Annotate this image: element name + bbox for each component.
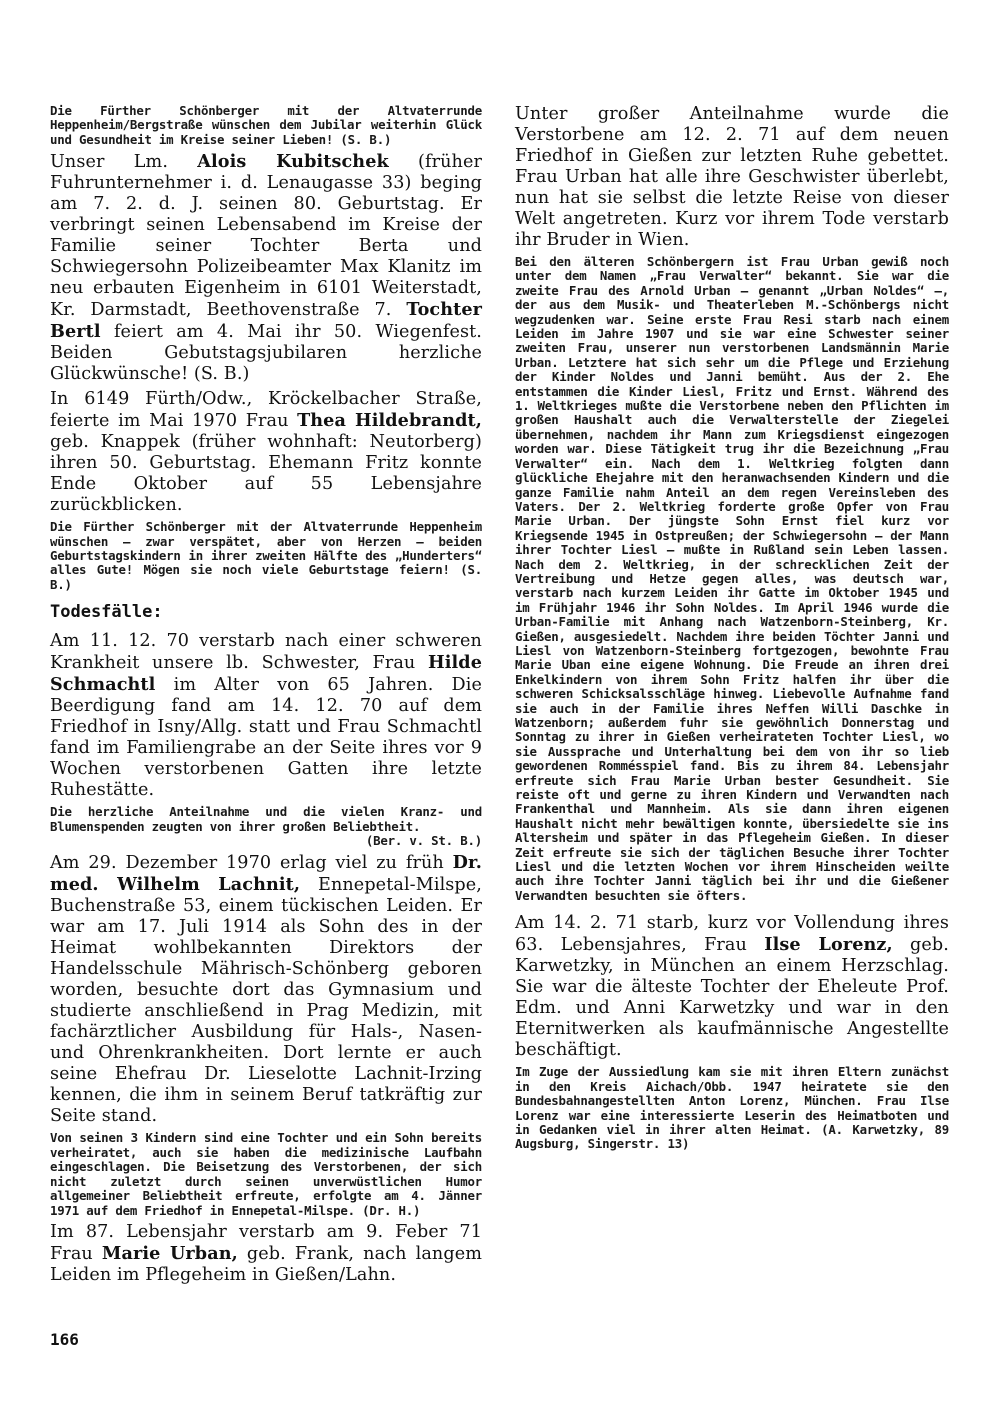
text-run: In 6149 Fürth/Odw., Kröckelbacher Straße, feierte im Mai 1970 Frau <box>50 389 482 432</box>
person-name: Thea Hildebrandt, <box>297 410 482 432</box>
person-name: Alois Kubitschek <box>197 151 389 173</box>
person-name: Ilse Lorenz, <box>764 934 893 956</box>
text-run: geb. Knappek (früher wohnhaft: Neutorberg) ihren 50. Geburtstag. Ehemann Fritz konnte Ende Oktober auf 55 Lebensjahre zurückblicken. <box>50 432 482 516</box>
text-run: Am 11. 12. 70 verstarb nach einer schweren Krankheit unsere lb. Schwester, Frau <box>50 631 482 674</box>
text-run: Im 87. Lebensjahr verstarb am 9. Feber 71 Frau <box>50 1221 482 1264</box>
signature: (Ber. v. St. B.) <box>365 833 482 849</box>
person-name: Hilde Schmachtl <box>50 652 482 696</box>
page-number: 166 <box>50 1330 79 1349</box>
person-name: Dr. med. Wilhelm Lachnit, <box>50 852 482 896</box>
obituary-lachnit <box>50 852 482 1127</box>
urban-burial: Unter großer Anteilnahme wurde die Verstorbene am 12. 2. 71 auf dem neuen Friedhof in Gießen zur letzten Ruhe gebettet. Frau Urban hat alle ihre Geschwister überlebt, nun hat sie selbst die letzte Reise von dieser Welt angetreten. Kurz vor ihrem Tode verstarb ihr Bruder in Wien. <box>515 104 949 250</box>
obituary-urban <box>50 1222 482 1286</box>
text-run: feiert am 4. Mai ihr 50. Wiegenfest. Beiden Gebutstagsjubilaren herzliche Glückwünsche! (S. B.) <box>50 322 482 385</box>
condolence-note: Die herzliche Anteilnahme und die vielen Kranz- und Blumenspenden zeugten von ihrer großen Beliebtheit. <box>50 804 482 834</box>
birthday-kubitschek <box>50 151 482 385</box>
text-run: Ennepetal-Milspe, Buchenstraße 53, einem tückischen Leiden. Er war am 17. Juli 1914 als Sohn des in der Heimat wohlbekannten Direktors der Handelsschule Mährisch-Schönberg geboren worden, besuchte dort das Gymnasium und studierte anschließend in Prag Medizin, mit fachärztlicher Ausbildung für Hals-, Nasen- und Ohrenkrankheiten. Dort lernte er auch seine Ehefrau Dr. Lieselotte Lachnit-Irzing kennen, die ihm in seinem Beruf tatkräftig zur Seite stand. <box>50 875 482 1127</box>
text-run: im Alter von 65 Jahren. Die Beerdigung fand am 14. 12. 70 auf dem Friedhof in Isny/Allg. statt und Frau Schmachtl fand im Familiengrabe an der Seite ihres vor 9 Wochen verstorbenen Gatten ihre letzte Ruhestätte. <box>50 675 482 801</box>
text-run: Am 29. Dezember 1970 erlag viel zu früh <box>50 853 453 874</box>
text-run: geb. Frank, nach langem Leiden im Pflegeheim in Gießen/Lahn. <box>50 1243 483 1285</box>
greeting-note-heppenheim: Die Fürther Schönberger mit der Altvaterrunde Heppenheim/Bergstraße wünschen dem Jubilar weiterhin Glück und Gesundheit im Kreise seiner Lieben! (S. B.) <box>50 103 482 147</box>
section-heading-deaths: Todesfälle: <box>50 602 163 623</box>
right-column <box>515 104 949 1156</box>
obituary-schmachtl <box>50 631 482 801</box>
urban-biography: Bei den älteren Schönbergern ist Frau Urban gewiß noch unter dem Namen „Frau Verwalter“ bekannt. Sie war die zweite Frau des Arnold Urban – genannt „Urban Noldes“ –, der aus dem Musik- und Theaterleben M.-Schönbergs nicht wegzudenken war. Seine erste Frau Resi starb nach einem Leiden im Jahre 1907 und sie war eine Schwester seiner zweiten Frau, unserer nun verstorbenen Landsmännin Marie Urban. Letztere hat sich sehr um die Pflege und Erziehung der Kinder Noldes und Janni bemüht. Aus der 2. Ehe entstammen die Kinder Liesl, Fritz und Ernst. Während des 1. Weltkrieges mußte die Verstorbene neben den Pflichten im großen Haushalt auch die Verwalterstelle der Ziegelei übernehmen, nachdem ihr Mann zum Kriegsdienst eingezogen worden war. Diese Tätigkeit trug ihr die Bezeichnung „Frau Verwalter“ ein. Nach dem 1. Weltkrieg folgten dann glückliche Ehejahre mit den heranwachsenden Kindern und die ganze Familie nahm Anteil an dem regen Vereinsleben des Vaters. Der 2. Weltkrieg forderte große Opfer von Frau Marie Urban. Der jüngste Sohn Ernst fiel kurz vor Kriegsende 1945 in Ostpreußen; der Schwiegersohn – der Mann ihrer Tochter Liesl – mußte in Rußland sein Leben lassen. Nach dem 2. Weltkrieg, in der schrecklichen Zeit der Vertreibung und Hetze gegen alles, was deutsch war, verstarb nach kurzem Leiden ihr Gatte im Oktober 1945 und im Frühjahr 1946 ihr Sohn Noldes. Im April 1946 wurde die Urban-Familie mit Anhang nach Watzenborn-Steinberg, Kr. Gießen, ausgesiedelt. Nachdem ihre beiden Töchter Janni und Liesl von Watzenborn-Steinberg fortgezogen, bewohnte Frau Marie Uban eine eigene Wohnung. Die Freude an ihren drei Enkelkindern von ihrem Sohn Fritz halfen ihr über die schweren Schicksalsschläge hinweg. Liebevolle Aufnahme fand sie auch in der Familie ihres Neffen Willi Daschke in Watzenborn; außerdem fuhr sie gewöhnlich Donnerstag und Sonntag zu ihrer in Gießen verheirateten Tochter Liesl, wo sie Aussprache und Unterhaltung bei dem von ihr so lieb gewordenen Rommésspiel fand. Bis zu ihrem 84. Lebensjahr erfreute sich Frau Marie Urban bester Gesundheit. Sie reiste oft und gerne zu ihren Kindern und Verwandten nach Frankenthal und Mannheim. Als sie dann ihren eigenen Haushalt nicht mehr bewältigen konnte, übersiedelte sie ins Altersheim und später in das Pflegeheim Gießen. In dieser Zeit erfreute sie sich der täglichen Besuche ihrer Tochter Liesl und die letzten Wochen vor ihrem Hinscheiden weilte auch ihre Tochter Janni täglich bei ihr und die Gießener Verwandten besuchten sie öfters. <box>515 254 949 903</box>
lorenz-details: Im Zuge der Aussiedlung kam sie mit ihren Eltern zunächst in den Kreis Aichach/Obb. 1947 heiratete sie den Bundesbahnangestellten Anton Lorenz, München. Frau Ilse Lorenz war eine interessierte Leserin des Heimatboten und in Gedanken viel in ihrer alten Heimat. (A. Karwetzky, 89 Augsburg, Singerstr. 13) <box>515 1064 949 1152</box>
text-run: Unser Lm. <box>50 152 198 173</box>
lachnit-details: Von seinen 3 Kindern sind eine Tochter und ein Sohn bereits verheiratet, auch sie haben die medizinische Laufbahn eingeschlagen. Die Beisetzung des Verstorbenen, der sich nicht zuletzt durch seinen unverwüstlichen Humor allgemeiner Beliebtheit erfreute, erfolgte am 4. Jänner 1971 auf dem Friedhof in Ennepetal-Milspe. (Dr. H.) <box>50 1130 482 1218</box>
birthday-hildebrandt <box>50 389 482 516</box>
text-run: geb. Karwetzky, in München an einem Herzschlag. Sie war die älteste Tochter der Eheleute Prof. Edm. und Anni Karwetzky und war in den Eternitwerken als kaufmännische Angestellte beschäftigt. <box>515 935 949 1061</box>
left-column <box>50 104 482 1290</box>
greeting-note-fuerth: Die Fürther Schönberger mit der Altvaterrunde Heppenheim wünschen – zwar verspätet, aber von Herzen – beiden Geburtstagskindern in ihrer zweiten Hälfte des „Hunderters“ alles Gute! Mögen sie noch viele Geburtstage feiern! (S. B.) <box>50 519 482 592</box>
person-name: Tochter Bertl <box>50 299 482 343</box>
text-run: (früher Fuhrunternehmer i. d. Lenaugasse 33) beging am 7. 2. d. J. seinen 80. Geburtstag. Er verbringt seinen Lebensabend im Kreise der Familie seiner Tochter Berta und Schwiegersohn Polizeibeamter Max Klanitz im neu erbauten Eigenheim in 6101 Weiterstadt, Kr. Darmstadt, Beethovenstraße 7. <box>50 152 482 321</box>
obituary-lorenz <box>515 913 949 1061</box>
text-run: Am 14. 2. 71 starb, kurz vor Vollendung ihres 63. Lebensjahres, Frau <box>515 913 949 956</box>
person-name: Marie Urban, <box>101 1242 238 1264</box>
